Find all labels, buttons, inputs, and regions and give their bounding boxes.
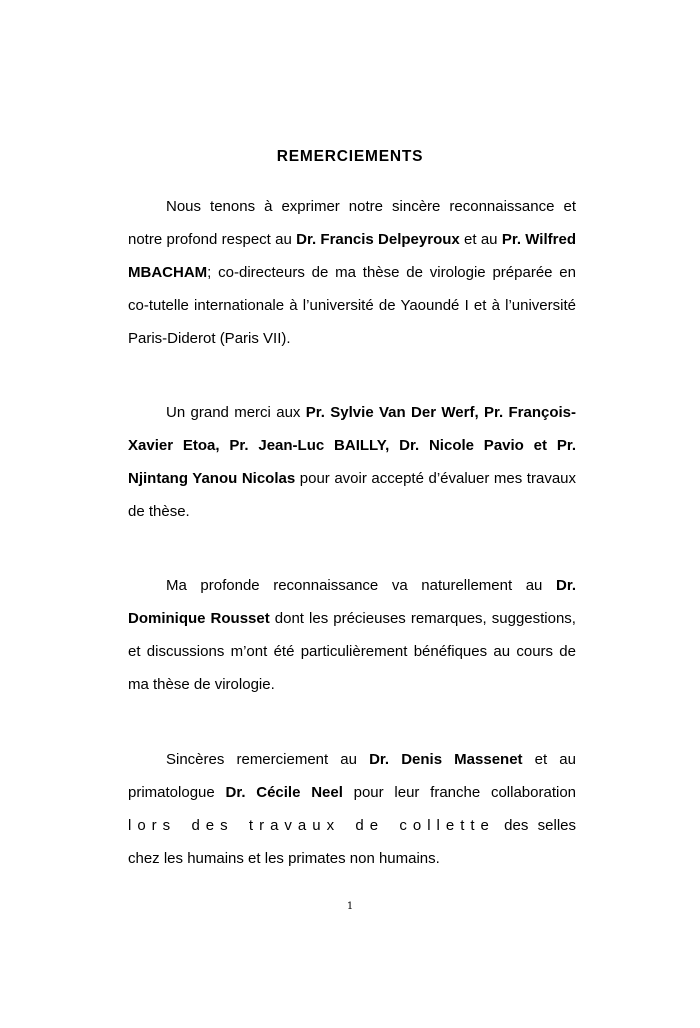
text: et au [459, 231, 502, 248]
paragraph-rousset [128, 569, 576, 701]
bold-name: Dr. Cécile Neel [225, 784, 343, 801]
bold-name: Dr. Dominique Rousset [128, 577, 576, 627]
text: des selles chez les humains et les primates non humains. [128, 817, 576, 867]
text: Sincères remerciement au [166, 751, 370, 768]
spaced-text: lors des travaux de collette [128, 817, 495, 834]
bold-name: Dr. Denis Massenet [369, 751, 523, 768]
page-number: 1 [346, 901, 354, 912]
text: pour leur franche collaboration [342, 784, 576, 801]
bold-name: Dr. Francis Delpeyroux [296, 231, 460, 248]
text: ; co-directeurs de ma thèse de virologie préparée en co-tutelle internationale à l’université de Yaoundé I et à l’université Paris-Diderot (Paris VII). [128, 264, 576, 347]
text: pour avoir accepté d’évaluer mes travaux de thèse. [128, 470, 576, 520]
text: et au primatologue [128, 751, 576, 801]
paragraph-directors [128, 190, 576, 355]
paragraph-collaboration [128, 743, 576, 875]
text: Ma profonde reconnaissance va naturellement au [166, 577, 556, 594]
paragraph-jury [128, 396, 576, 528]
bold-name: Pr. Wilfred MBACHAM [128, 231, 576, 281]
bold-name: Pr. Sylvie Van Der Werf, Pr. François-Xavier Etoa, Pr. Jean-Luc BAILLY, Dr. Nicole Pavio et Pr. Njintang Yanou Nicolas [128, 404, 576, 487]
text: Un grand merci aux [166, 404, 306, 421]
text: Nous tenons à exprimer notre sincère reconnaissance et notre profond respect au [128, 198, 576, 248]
page-title: REMERCIEMENTS [276, 148, 424, 165]
text: dont les précieuses remarques, suggestions, et discussions m’ont été particulièrement bénéfiques au cours de ma thèse de virologie. [128, 610, 576, 693]
